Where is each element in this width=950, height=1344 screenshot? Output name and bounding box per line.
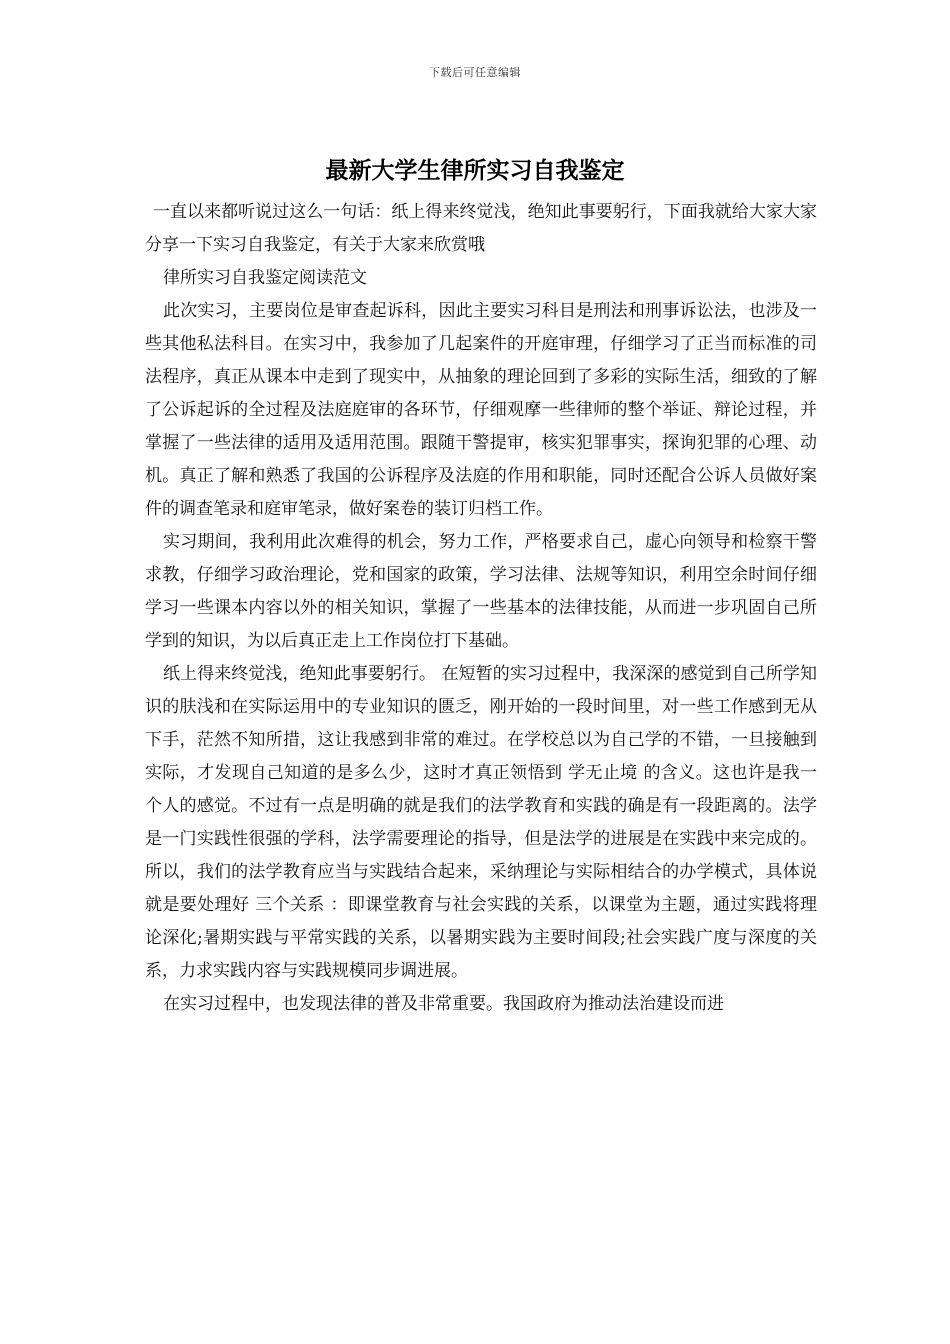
- paragraph: 在实习过程中，也发现法律的普及非常重要。我国政府为推动法治建设而进: [163, 994, 724, 1014]
- paragraph: 纸上得来终觉浅，绝知此事要躬行。 在短暂的实习过程中，我深深的感觉到自己所学知识的肤浅和在实际运用中的专业知识的匮乏，刚开始的一段时间里，对一些工作感到无从下手，茫然不知所措，这让我感到非常的难过。在学校总以为自己学的不错，一旦接触到实际，才发现自己知道的是多么少，这时才真正领悟到 学无止境 的含义。这也许是我一个人的感觉。不过有一点是明确的就是我们的法学教育和实践的确是有一段距离的。法学是一门实践性很强的学科，法学需要理论的指导，但是法学的进展是在实践中来完成的。所以，我们的法学教育应当与实践结合起来，采纳理论与实际相结合的办学模式，具体说就是要处理好 三个关系 ：即课堂教育与社会实践的关系，以课堂为主题，通过实践将理论深化;暑期实践与平常实践的关系，以暑期实践为主要时间段;社会实践广度与深度的关系，力求实践内容与实践规模同步调进展。: [145, 664, 817, 981]
- header-note: 下载后可任意编辑: [429, 66, 521, 79]
- document-title: 最新大学生律所实习自我鉴定: [325, 157, 625, 184]
- paragraph: 实习期间，我利用此次难得的机会，努力工作，严格要求自己，虚心向领导和检察干警求教，仔细学习政治理论，党和国家的政策，学习法律、法规等知识，利用空余时间仔细学习一些课本内容以外的相关知识，掌握了一些基本的法律技能，从而进一步巩固自己所学到的知识，为以后真正走上工作岗位打下基础。: [145, 532, 817, 651]
- paragraph-intro: 一直以来都听说过这么一句话：纸上得来终觉浅，绝知此事要躬行，下面我就给大家大家分享一下实习自我鉴定，有关于大家来欣赏哦: [145, 202, 817, 255]
- paragraph: 此次实习，主要岗位是审查起诉科，因此主要实习科目是刑法和刑事诉讼法，也涉及一些其他私法科目。在实习中，我参加了几起案件的开庭审理，仔细学习了正当而标准的司法程序，真正从课本中走到了现实中，从抽象的理论回到了多彩的实际生活，细致的了解了公诉起诉的全过程及法庭庭审的各环节，仔细观摩一些律师的整个举证、辩论过程，并掌握了一些法律的适用及适用范围。跟随干警提审，核实犯罪事实，探询犯罪的心理、动机。真正了解和熟悉了我国的公诉程序及法庭的作用和职能，同时还配合公诉人员做好案件的调查笔录和庭审笔录，做好案卷的装订归档工作。: [145, 301, 817, 519]
- document-body: [145, 196, 817, 1021]
- paragraph-subheading: 律所实习自我鉴定阅读范文: [163, 268, 367, 288]
